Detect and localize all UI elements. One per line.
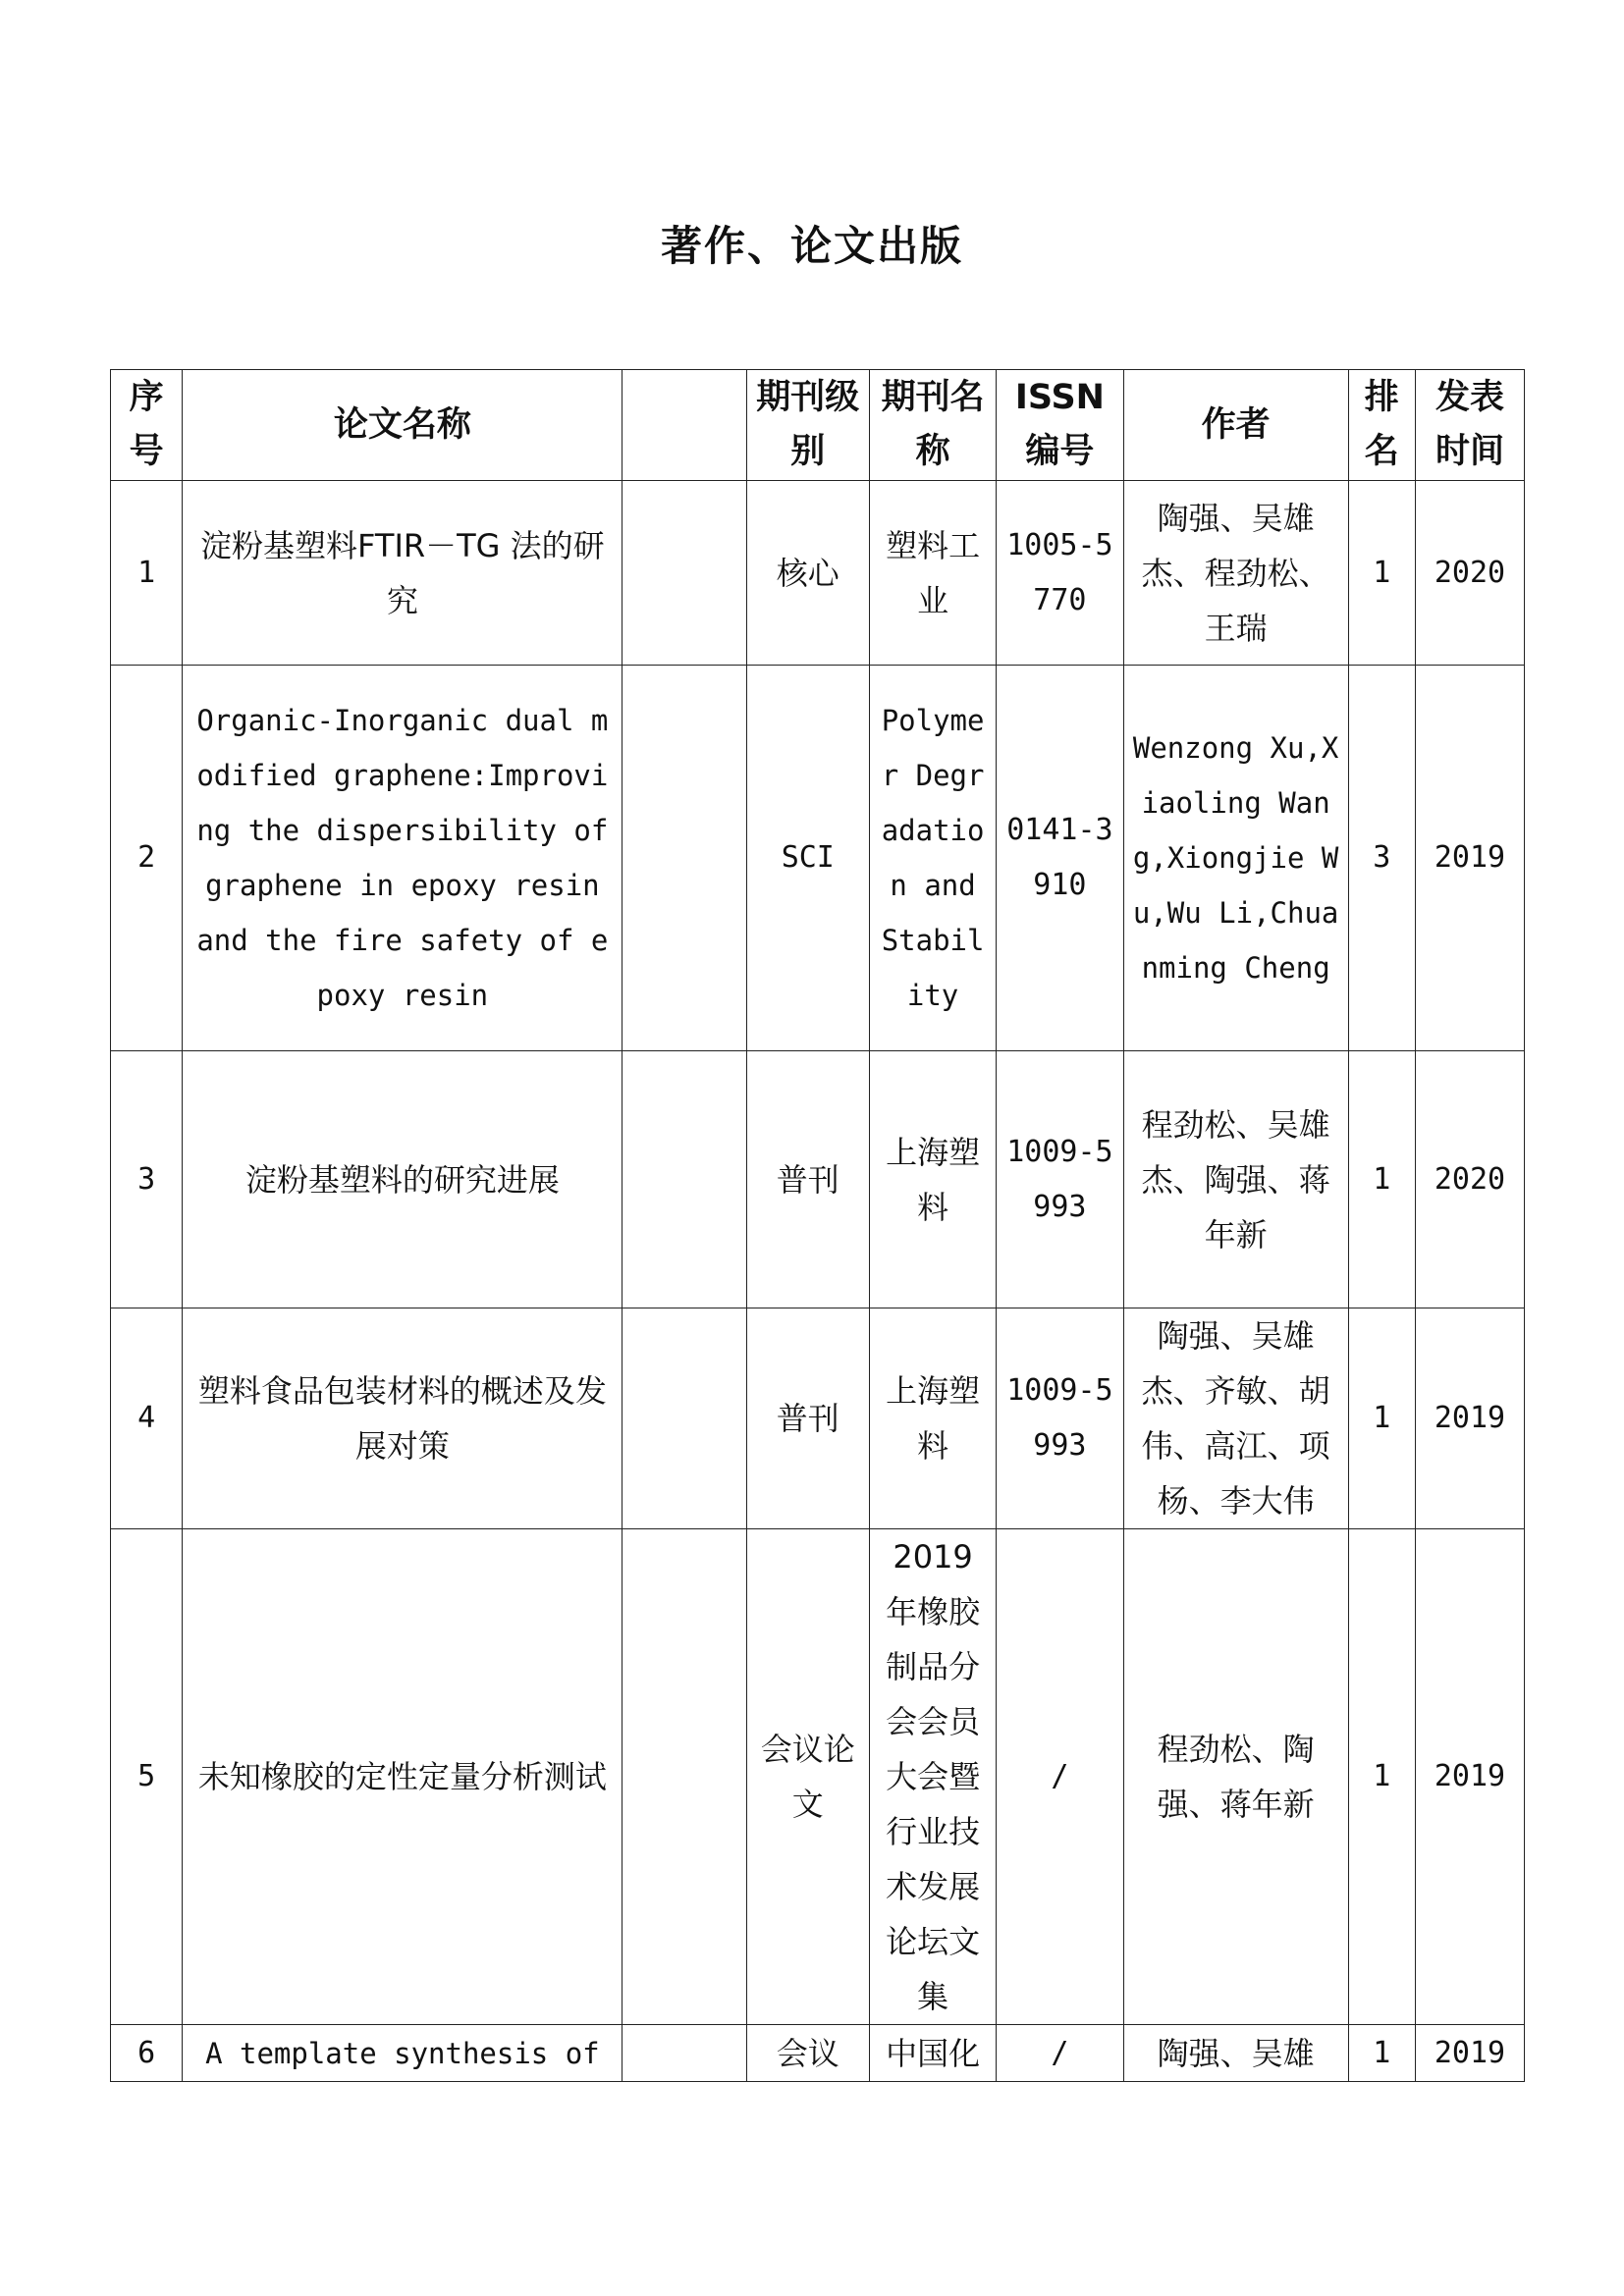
cell-issn: 0141-3910 <box>997 666 1123 1051</box>
cell-level: 普刊 <box>746 1051 869 1308</box>
cell-authors: 陶强、吴雄杰、程劲松、王瑞 <box>1123 481 1348 666</box>
cell-no: 6 <box>111 2025 183 2082</box>
header-authors: 作者 <box>1123 370 1348 481</box>
cell-paper-title: 未知橡胶的定性定量分析测试 <box>183 1529 623 2025</box>
cell-authors: 程劲松、陶强、蒋年新 <box>1123 1529 1348 2025</box>
table-row <box>111 1308 1525 1529</box>
cell-rank: 1 <box>1348 1051 1415 1308</box>
cell-level: 会议论文 <box>746 1529 869 2025</box>
cell-paper-title: Organic-Inorganic dual modified graphene:Improving the dispersibility of graphene in epoxy resin and the fire safety of epoxy resin <box>183 666 623 1051</box>
cell-rank: 1 <box>1348 2025 1415 2082</box>
header-rank: 排名 <box>1348 370 1415 481</box>
header-issn: ISSN编号 <box>997 370 1123 481</box>
table-row <box>111 1051 1525 1308</box>
header-paper-title: 论文名称 <box>183 370 623 481</box>
cell-paper-title: A template synthesis of <box>183 2025 623 2082</box>
cell-year: 2019 <box>1415 666 1524 1051</box>
cell-no: 3 <box>111 1051 183 1308</box>
header-blank <box>623 370 746 481</box>
cell-journal: 塑料工业 <box>869 481 996 666</box>
cell-paper-title: 淀粉基塑料FTIR－TG 法的研究 <box>183 481 623 666</box>
cell-issn: 1009-5993 <box>997 1308 1123 1529</box>
cell-blank <box>623 1308 746 1529</box>
cell-no: 5 <box>111 1529 183 2025</box>
cell-year: 2020 <box>1415 481 1524 666</box>
table-row <box>111 666 1525 1051</box>
header-level: 期刊级别 <box>746 370 869 481</box>
table-row <box>111 1529 1525 2025</box>
cell-level: 会议 <box>746 2025 869 2082</box>
cell-blank <box>623 1051 746 1308</box>
header-journal: 期刊名称 <box>869 370 996 481</box>
cell-issn: / <box>997 1529 1123 2025</box>
cell-no: 2 <box>111 666 183 1051</box>
cell-blank <box>623 1529 746 2025</box>
header-no: 序号 <box>111 370 183 481</box>
cell-paper-title: 淀粉基塑料的研究进展 <box>183 1051 623 1308</box>
publications-table <box>110 369 1525 2082</box>
cell-authors: Wenzong Xu,Xiaoling Wang,Xiongjie Wu,Wu Li,Chuanming Cheng <box>1123 666 1348 1051</box>
cell-year: 2020 <box>1415 1051 1524 1308</box>
cell-level: 普刊 <box>746 1308 869 1529</box>
header-year: 发表时间 <box>1415 370 1524 481</box>
cell-journal: 中国化 <box>869 2025 996 2082</box>
cell-paper-title: 塑料食品包装材料的概述及发展对策 <box>183 1308 623 1529</box>
table-row <box>111 2025 1525 2082</box>
cell-authors: 程劲松、吴雄杰、陶强、蒋年新 <box>1123 1051 1348 1308</box>
cell-blank <box>623 481 746 666</box>
cell-rank: 1 <box>1348 1308 1415 1529</box>
cell-blank <box>623 2025 746 2082</box>
cell-journal: Polymer Degradation and Stability <box>869 666 996 1051</box>
cell-issn: 1009-5993 <box>997 1051 1123 1308</box>
table-row <box>111 481 1525 666</box>
cell-blank <box>623 666 746 1051</box>
cell-no: 4 <box>111 1308 183 1529</box>
cell-level: SCI <box>746 666 869 1051</box>
cell-rank: 1 <box>1348 1529 1415 2025</box>
cell-authors: 陶强、吴雄杰、齐敏、胡伟、高江、项杨、李大伟 <box>1123 1308 1348 1529</box>
cell-journal: 上海塑料 <box>869 1051 996 1308</box>
cell-journal: 2019年橡胶制品分会会员大会暨行业技术发展论坛文集 <box>869 1529 996 2025</box>
cell-rank: 1 <box>1348 481 1415 666</box>
cell-issn: 1005-5770 <box>997 481 1123 666</box>
cell-journal: 上海塑料 <box>869 1308 996 1529</box>
cell-year: 2019 <box>1415 2025 1524 2082</box>
cell-year: 2019 <box>1415 1308 1524 1529</box>
cell-year: 2019 <box>1415 1529 1524 2025</box>
table-header-row <box>111 370 1525 481</box>
cell-authors: 陶强、吴雄 <box>1123 2025 1348 2082</box>
page-title: 著作、论文出版 <box>660 222 963 270</box>
cell-issn: / <box>997 2025 1123 2082</box>
cell-level: 核心 <box>746 481 869 666</box>
cell-no: 1 <box>111 481 183 666</box>
cell-rank: 3 <box>1348 666 1415 1051</box>
